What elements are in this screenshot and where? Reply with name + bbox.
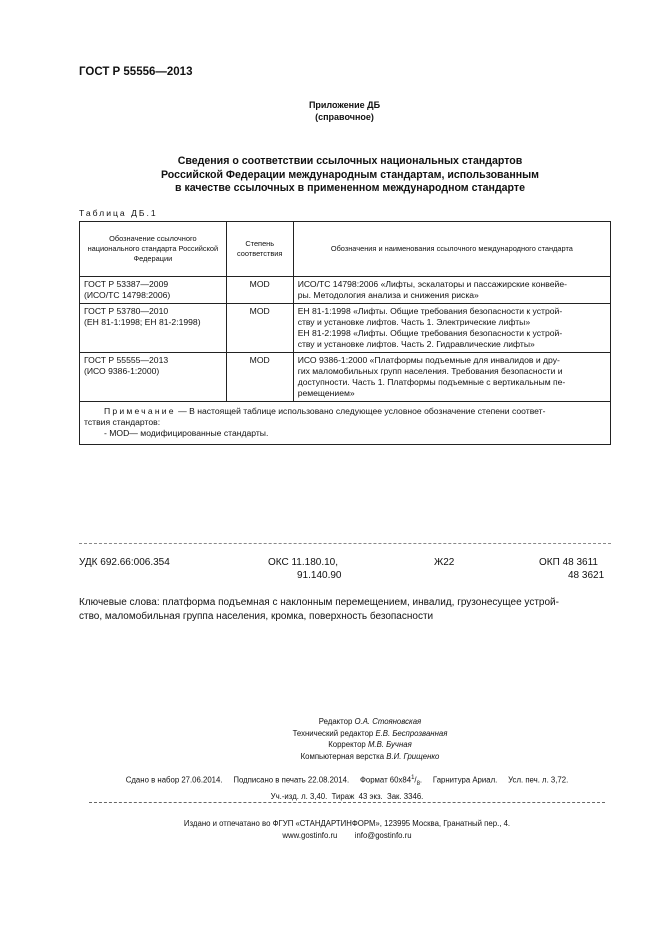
print-dates: Сдано в набор 27.06.2014. Подписано в печать 22.08.2014. Формат 60х84 [125,775,412,785]
credit-role: Технический редактор [292,728,376,738]
oks-line: 91.140.90 [297,570,342,581]
annex-title: Приложение ДБ [308,100,381,110]
cell-line: ству и установке лифтов. Часть 1. Электрические лифты» [297,317,531,327]
table-label: Таблица ДБ.1 [79,208,158,218]
title-line: в качестве ссылочных в примененном международном стандарте [175,182,525,194]
cell-line: ГОСТ Р 53387—2009 [84,279,169,289]
cell-line: ЕН 81-1:1998 «Лифты. Общие требования безопасности к устрой- [297,306,563,316]
cell-line: ству и установке лифтов. Часть 2. Гидравлические лифты» [297,339,535,349]
note-label: Примечание [104,406,176,416]
cell-line: гих маломобильных групп населения. Требования безопасности и [297,366,563,376]
okp-line: 48 3621 [568,570,605,581]
credit-line [200,728,540,740]
print-font: . Гарнитура Ариал. Усл. печ. л. 3,72. [419,775,569,785]
national-standard-cell [80,277,227,304]
cell-line: ИСО 9386-1:2000 «Платформы подъемные для инвалидов и дру- [297,355,560,365]
international-standard-cell [293,304,610,353]
table-row [80,353,611,402]
national-standard-cell [80,353,227,402]
annex-subtitle: (справочное) [315,112,374,122]
credit-line [200,716,540,728]
separator-line [89,802,605,803]
credit-line [200,751,540,763]
cell-line: ремещением» [297,388,355,398]
cell-line: ГОСТ Р 53780—2010 [84,306,169,316]
international-standard-cell [293,277,610,304]
editorial-credits [200,716,540,762]
annex-heading [0,99,661,123]
degree-cell: MOD [226,353,293,402]
okp-line: ОКП 48 3611 [539,557,598,568]
zh-code: Ж22 [434,557,455,568]
correspondence-table [79,221,611,445]
credit-person: В.И. Грищенко [386,751,440,761]
okp-code [539,556,604,582]
format-sup: 1 [411,775,415,781]
keywords [79,596,615,624]
note-text: — В настоящей таблице использовано следующее условное обозначение степени соответ- [175,406,546,416]
cell-line: ры. Методология анализа и снижения риска» [297,290,479,300]
international-standard-cell [293,353,610,402]
section-title [120,155,580,196]
credit-line [200,739,540,751]
separator-line [79,543,611,544]
table-note [80,402,611,445]
cell-line: (ИСО 9386-1:2000) [84,366,160,376]
credit-role: Компьютерная верстка [300,751,387,761]
note-line: - MOD— модифицированные стандарты. [104,428,269,438]
national-standard-cell [80,304,227,353]
oks-line: ОКС 11.180.10, [268,557,339,568]
credit-role: Корректор [328,740,368,749]
credit-person: О.А. Стояновская [354,717,422,726]
cell-line: ГОСТ Р 55555—2013 [84,355,169,365]
title-line: Сведения о соответствии ссылочных национальных стандартов [177,155,523,167]
table-header-row [80,222,611,277]
oks-code [268,556,342,582]
print-line: Сдано в набор 27.06.2014. Подписано в печать 22.08.2014. Формат $60х84^1/_8$. Гарнитура Ариал. Усл. печ. л. 3,72. [125,775,569,788]
keywords-line: ство, маломобильная группа населения, кромка, поверхность безопасности [79,611,434,622]
note-line [84,406,606,417]
cell-line: (ИСО/ТС 14798:2006) [84,290,171,300]
degree-cell: MOD [226,304,293,353]
document-code: ГОСТ Р 55556—2013 [79,66,193,78]
table-row [80,277,611,304]
print-line: Уч.-изд. л. 3,40. Тираж 43 экз. Зак. 3346. [270,791,424,801]
credit-person: Е.В. Беспрозванная [375,728,448,738]
cell-line: (ЕН 81-1:1998; ЕН 81-2:1998) [84,317,201,327]
cell-line: ЕН 81-2:1998 «Лифты. Общие требования безопасности к устрой- [297,328,563,338]
publisher-web: www.gostinfo.ru info@gostinfo.ru [282,830,412,840]
udk-code: УДК 692.66:006.354 [79,557,170,568]
title-line: Российской Федерации международным стандартам, использованным [161,168,539,181]
header-national-standard: Обозначение ссылочного национального стандарта Российской Федерации [80,222,227,277]
publisher-line: Издано и отпечатано во ФГУП «СТАНДАРТИНФОРМ», 123995 Москва, Гранатный пер., 4. [183,819,511,828]
cell-line: доступности. Часть 1. Платформы подъемные с вертикальным пе- [297,377,566,387]
note-line: тствия стандартов: [84,417,161,427]
credit-role: Редактор [318,717,355,726]
cell-line: ИСО/ТС 14798:2006 «Лифты, эскалаторы и пассажирские конвейе- [297,279,567,289]
header-degree: Степень соответствия [226,222,293,277]
keywords-line: Ключевые слова: платформа подъемная с наклонным перемещением, инвалид, грузонесущее устрой- [79,597,559,608]
table-note-row [80,402,611,445]
credit-person: М.В. Бучная [367,740,412,749]
degree-cell: MOD [226,277,293,304]
print-details [79,773,615,802]
format-sub: 8 [416,781,420,788]
table-row [80,304,611,353]
publisher-info [79,818,615,841]
header-international-standard: Обозначения и наименования ссылочного международного стандарта [293,222,610,277]
